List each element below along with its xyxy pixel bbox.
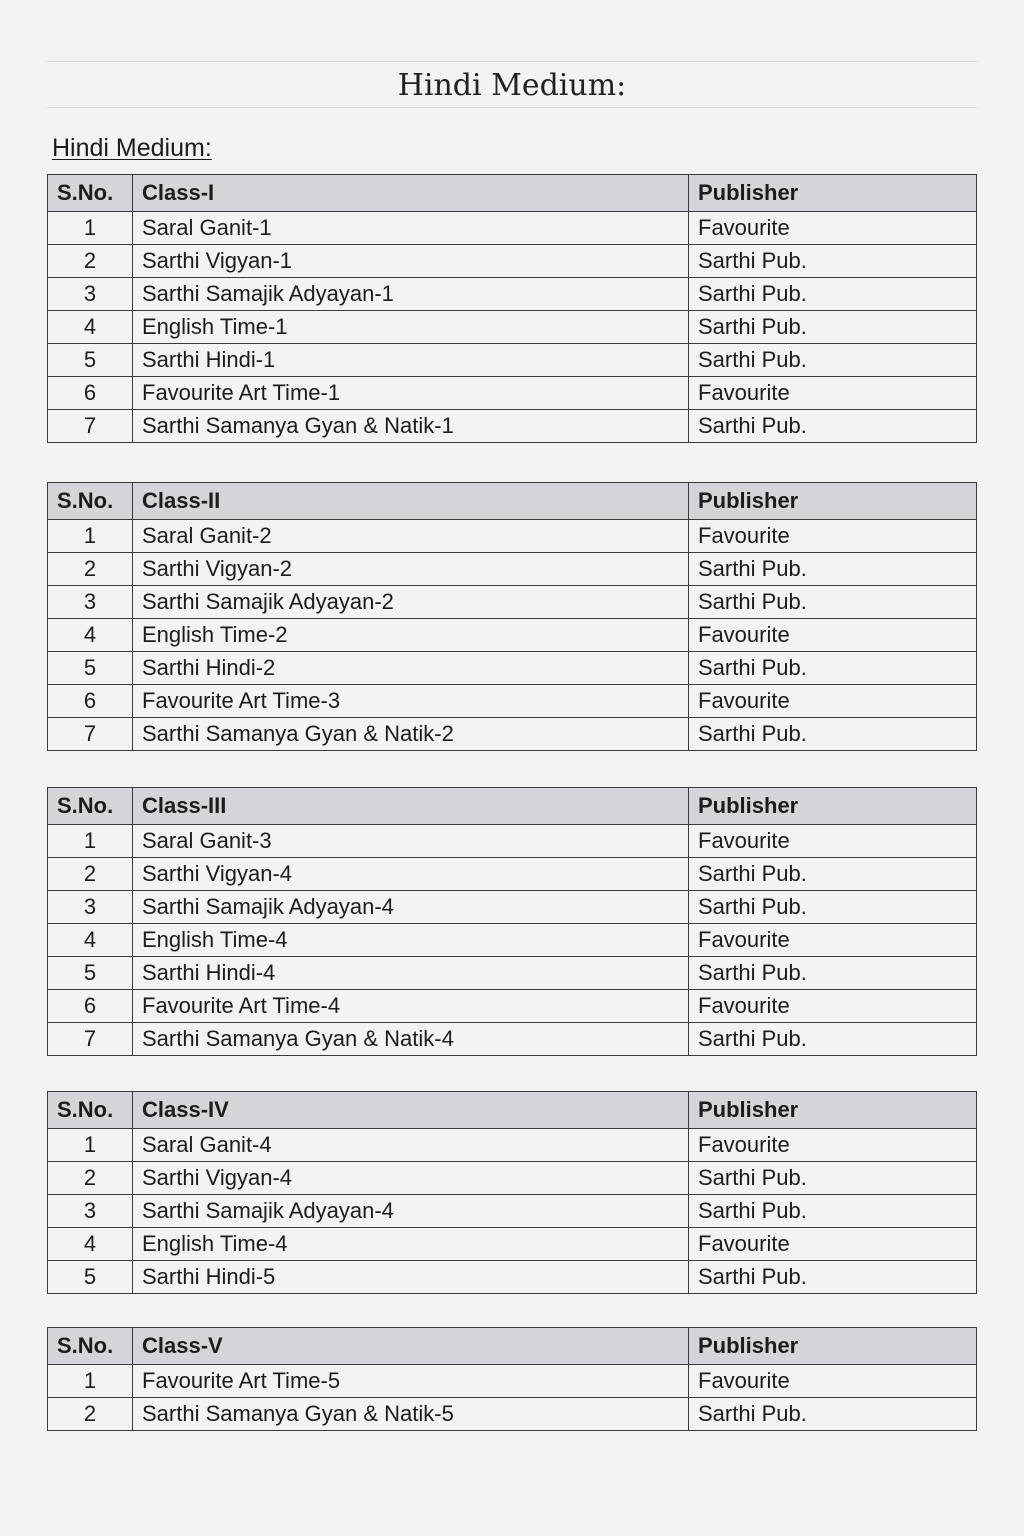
table-row bbox=[48, 1195, 977, 1228]
sno-cell: 2 bbox=[48, 858, 133, 891]
class-i-table bbox=[47, 174, 977, 443]
book-title-cell: Sarthi Samajik Adyayan-4 bbox=[133, 1195, 689, 1228]
book-title-cell: English Time-4 bbox=[133, 1228, 689, 1261]
publisher-cell: Favourite bbox=[689, 1228, 977, 1261]
publisher-cell: Sarthi Pub. bbox=[689, 718, 977, 751]
book-title-cell: Sarthi Samanya Gyan & Natik-1 bbox=[133, 410, 689, 443]
book-title-cell: Sarthi Vigyan-4 bbox=[133, 1162, 689, 1195]
table-header-row bbox=[48, 788, 977, 825]
sno-header: S.No. bbox=[48, 175, 133, 212]
table-header-row bbox=[48, 175, 977, 212]
sno-cell: 2 bbox=[48, 1398, 133, 1431]
publisher-cell: Favourite bbox=[689, 825, 977, 858]
sno-cell: 7 bbox=[48, 1023, 133, 1056]
table-row bbox=[48, 891, 977, 924]
table-row bbox=[48, 924, 977, 957]
publisher-cell: Favourite bbox=[689, 619, 977, 652]
book-title-cell: Sarthi Hindi-5 bbox=[133, 1261, 689, 1294]
sno-cell: 1 bbox=[48, 212, 133, 245]
table-row bbox=[48, 278, 977, 311]
class-iv-table bbox=[47, 1091, 977, 1294]
sno-cell: 3 bbox=[48, 891, 133, 924]
page-title: Hindi Medium: bbox=[397, 68, 627, 103]
publisher-cell: Sarthi Pub. bbox=[689, 278, 977, 311]
book-title-cell: Favourite Art Time-4 bbox=[133, 990, 689, 1023]
class-header: Class-IV bbox=[133, 1092, 689, 1129]
book-title-cell: Sarthi Hindi-2 bbox=[133, 652, 689, 685]
sno-cell: 1 bbox=[48, 825, 133, 858]
table-row bbox=[48, 1365, 977, 1398]
publisher-cell: Favourite bbox=[689, 377, 977, 410]
table-row bbox=[48, 1023, 977, 1056]
book-title-cell: Sarthi Samajik Adyayan-2 bbox=[133, 586, 689, 619]
table-header-row bbox=[48, 483, 977, 520]
book-title-cell: Sarthi Hindi-4 bbox=[133, 957, 689, 990]
book-title-cell: Saral Ganit-4 bbox=[133, 1129, 689, 1162]
publisher-cell: Favourite bbox=[689, 685, 977, 718]
class-v-table bbox=[47, 1327, 977, 1431]
book-title-cell: Sarthi Samanya Gyan & Natik-4 bbox=[133, 1023, 689, 1056]
sno-header: S.No. bbox=[48, 483, 133, 520]
class-header: Class-V bbox=[133, 1328, 689, 1365]
sno-cell: 4 bbox=[48, 924, 133, 957]
sno-cell: 3 bbox=[48, 586, 133, 619]
sno-cell: 6 bbox=[48, 685, 133, 718]
sno-header: S.No. bbox=[48, 1092, 133, 1129]
book-title-cell: Sarthi Samanya Gyan & Natik-5 bbox=[133, 1398, 689, 1431]
sno-cell: 1 bbox=[48, 1129, 133, 1162]
sno-cell: 5 bbox=[48, 957, 133, 990]
table-header-row bbox=[48, 1092, 977, 1129]
book-title-cell: English Time-4 bbox=[133, 924, 689, 957]
publisher-header: Publisher bbox=[689, 788, 977, 825]
section-label: Hindi Medium: bbox=[52, 134, 212, 162]
book-title-cell: Sarthi Vigyan-2 bbox=[133, 553, 689, 586]
publisher-cell: Favourite bbox=[689, 990, 977, 1023]
publisher-cell: Favourite bbox=[689, 212, 977, 245]
table-row bbox=[48, 990, 977, 1023]
table-row bbox=[48, 619, 977, 652]
book-title-cell: Favourite Art Time-5 bbox=[133, 1365, 689, 1398]
class-iii-table bbox=[47, 787, 977, 1056]
table-row bbox=[48, 245, 977, 278]
book-title-cell: English Time-2 bbox=[133, 619, 689, 652]
book-title-cell: Sarthi Hindi-1 bbox=[133, 344, 689, 377]
table-row bbox=[48, 652, 977, 685]
table-row bbox=[48, 311, 977, 344]
publisher-cell: Sarthi Pub. bbox=[689, 344, 977, 377]
sno-cell: 6 bbox=[48, 990, 133, 1023]
publisher-cell: Sarthi Pub. bbox=[689, 553, 977, 586]
table-header-row bbox=[48, 1328, 977, 1365]
sno-cell: 1 bbox=[48, 1365, 133, 1398]
book-title-cell: Sarthi Vigyan-4 bbox=[133, 858, 689, 891]
table-row bbox=[48, 410, 977, 443]
book-title-cell: Saral Ganit-1 bbox=[133, 212, 689, 245]
publisher-cell: Sarthi Pub. bbox=[689, 891, 977, 924]
table-row bbox=[48, 825, 977, 858]
book-title-cell: Saral Ganit-2 bbox=[133, 520, 689, 553]
title-rule-bottom bbox=[47, 107, 977, 108]
book-title-cell: Sarthi Samanya Gyan & Natik-2 bbox=[133, 718, 689, 751]
book-title-cell: Favourite Art Time-1 bbox=[133, 377, 689, 410]
book-title-cell: Sarthi Samajik Adyayan-1 bbox=[133, 278, 689, 311]
sno-cell: 6 bbox=[48, 377, 133, 410]
sno-cell: 7 bbox=[48, 410, 133, 443]
table-row bbox=[48, 1398, 977, 1431]
publisher-cell: Favourite bbox=[689, 1365, 977, 1398]
sno-header: S.No. bbox=[48, 1328, 133, 1365]
class-header: Class-I bbox=[133, 175, 689, 212]
sno-cell: 5 bbox=[48, 652, 133, 685]
publisher-cell: Sarthi Pub. bbox=[689, 858, 977, 891]
sno-cell: 4 bbox=[48, 1228, 133, 1261]
sno-cell: 2 bbox=[48, 1162, 133, 1195]
table-row bbox=[48, 344, 977, 377]
sno-cell: 4 bbox=[48, 311, 133, 344]
table-row bbox=[48, 1129, 977, 1162]
book-title-cell: English Time-1 bbox=[133, 311, 689, 344]
publisher-cell: Sarthi Pub. bbox=[689, 1162, 977, 1195]
class-header: Class-III bbox=[133, 788, 689, 825]
sno-cell: 5 bbox=[48, 344, 133, 377]
publisher-cell: Sarthi Pub. bbox=[689, 1261, 977, 1294]
publisher-cell: Sarthi Pub. bbox=[689, 586, 977, 619]
table-row bbox=[48, 858, 977, 891]
sno-header: S.No. bbox=[48, 788, 133, 825]
class-ii-table bbox=[47, 482, 977, 751]
publisher-cell: Sarthi Pub. bbox=[689, 311, 977, 344]
sno-cell: 5 bbox=[48, 1261, 133, 1294]
publisher-cell: Favourite bbox=[689, 924, 977, 957]
sno-cell: 3 bbox=[48, 278, 133, 311]
table-row bbox=[48, 1162, 977, 1195]
book-title-cell: Saral Ganit-3 bbox=[133, 825, 689, 858]
publisher-cell: Sarthi Pub. bbox=[689, 1195, 977, 1228]
sno-cell: 2 bbox=[48, 245, 133, 278]
table-row bbox=[48, 685, 977, 718]
publisher-cell: Favourite bbox=[689, 1129, 977, 1162]
sno-cell: 2 bbox=[48, 553, 133, 586]
book-title-cell: Sarthi Samajik Adyayan-4 bbox=[133, 891, 689, 924]
publisher-header: Publisher bbox=[689, 1328, 977, 1365]
sno-cell: 4 bbox=[48, 619, 133, 652]
book-title-cell: Sarthi Vigyan-1 bbox=[133, 245, 689, 278]
class-header: Class-II bbox=[133, 483, 689, 520]
publisher-header: Publisher bbox=[689, 483, 977, 520]
publisher-cell: Sarthi Pub. bbox=[689, 1398, 977, 1431]
table-row bbox=[48, 1228, 977, 1261]
publisher-cell: Sarthi Pub. bbox=[689, 245, 977, 278]
table-row bbox=[48, 957, 977, 990]
book-title-cell: Favourite Art Time-3 bbox=[133, 685, 689, 718]
table-row bbox=[48, 553, 977, 586]
publisher-cell: Favourite bbox=[689, 520, 977, 553]
sno-cell: 1 bbox=[48, 520, 133, 553]
publisher-header: Publisher bbox=[689, 175, 977, 212]
table-row bbox=[48, 520, 977, 553]
table-row bbox=[48, 377, 977, 410]
sno-cell: 3 bbox=[48, 1195, 133, 1228]
table-row bbox=[48, 212, 977, 245]
sno-cell: 7 bbox=[48, 718, 133, 751]
publisher-header: Publisher bbox=[689, 1092, 977, 1129]
title-rule-top bbox=[47, 61, 977, 62]
table-row bbox=[48, 586, 977, 619]
table-row bbox=[48, 718, 977, 751]
publisher-cell: Sarthi Pub. bbox=[689, 1023, 977, 1056]
publisher-cell: Sarthi Pub. bbox=[689, 652, 977, 685]
publisher-cell: Sarthi Pub. bbox=[689, 410, 977, 443]
publisher-cell: Sarthi Pub. bbox=[689, 957, 977, 990]
table-row bbox=[48, 1261, 977, 1294]
